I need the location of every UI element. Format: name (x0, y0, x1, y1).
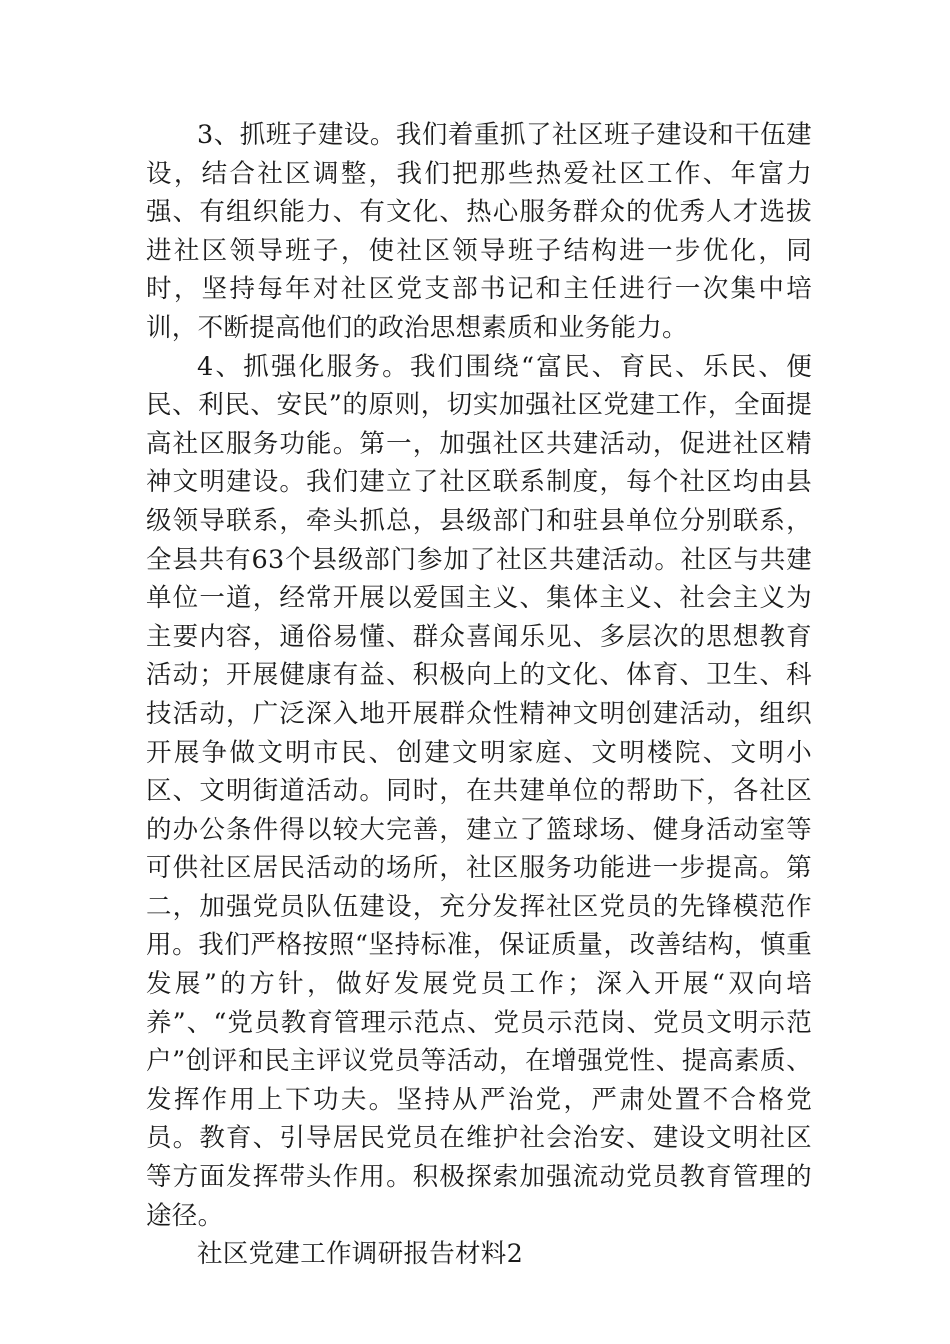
document-page (146, 116, 812, 1274)
paragraph-service-strengthening: 4、抓强化服务。我们围绕“富民、育民、乐民、便民、利民、安民”的原则，切实加强社区党建工作，全面提高社区服务功能。第一，加强社区共建活动，促进社区精神文明建设。我们建立了社区联系制度，每个社区均由县级领导联系，牵头抓总，县级部门和驻县单位分别联系，全县共有63个县级部门参加了社区共建活动。社区与共建单位一道，经常开展以爱国主义、集体主义、社会主义为主要内容，通俗易懂、群众喜闻乐见、多层次的思想教育活动；开展健康有益、积极向上的文化、体育、卫生、科技活动，广泛深入地开展群众性精神文明创建活动，组织开展争做文明市民、创建文明家庭、文明楼院、文明小区、文明街道活动。同时，在共建单位的帮助下，各社区的办公条件得以较大完善，建立了篮球场、健身活动室等可供社区居民活动的场所，社区服务功能进一步提高。第二，加强党员队伍建设，充分发挥社区党员的先锋模范作用。我们严格按照“坚持标准，保证质量，改善结构，慎重发展”的方针，做好发展党员工作；深入开展“双向培养”、“党员教育管理示范点、党员示范岗、党员文明示范户”创评和民主评议党员等活动，在增强党性、提高素质、发挥作用上下功夫。坚持从严治党，严肃处置不合格党员。教育、引导居民党员在维护社会治安、建设文明社区等方面发挥带头作用。积极探索加强流动党员教育管理的途径。 (146, 351, 812, 1231)
paragraph-team-building: 3、抓班子建设。我们着重抓了社区班子建设和干伍建设，结合社区调整，我们把那些热爱社区工作、年富力强、有组织能力、有文化、热心服务群众的优秀人才选拔进社区领导班子，使社区领导班子结构进一步优化，同时，坚持每年对社区党支部书记和主任进行一次集中培训，不断提高他们的政治思想素质和业务能力。 (146, 120, 812, 343)
section-heading: 社区党建工作调研报告材料2 (197, 1239, 524, 1270)
